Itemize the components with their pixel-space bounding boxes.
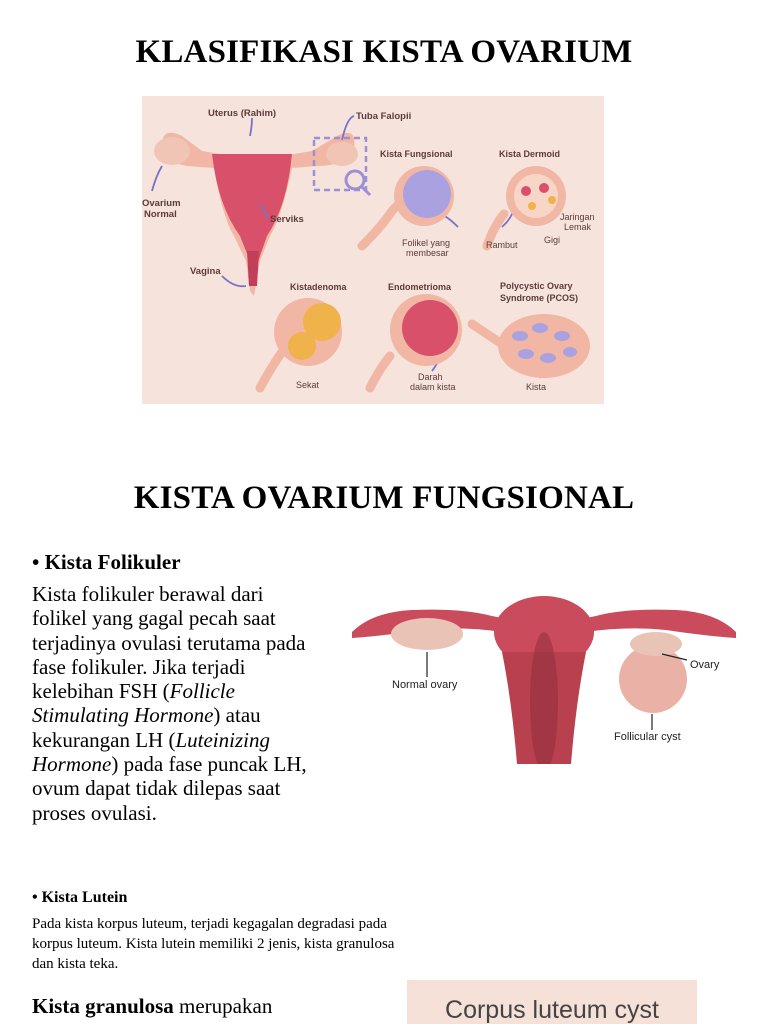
ovary-label: Ovary	[690, 659, 720, 671]
lutein-paragraph	[32, 914, 492, 974]
folikuler-line: folikel yang gagal pecah saat	[32, 606, 276, 631]
fungsional-title: Kista Fungsional	[380, 149, 453, 159]
jaringan-label-1: Jaringan	[560, 212, 595, 222]
pcos-title-1: Polycystic Ovary	[500, 281, 573, 291]
text-run: kekurangan LH (	[32, 727, 176, 752]
tuba-label: Tuba Falopii	[356, 111, 412, 122]
folikuler-line	[32, 728, 352, 752]
dermoid-title: Kista Dermoid	[499, 149, 561, 159]
italic-term: Luteinizing	[175, 727, 270, 752]
folikuler-line: ovum dapat tidak dilepas saat	[32, 776, 281, 801]
sekat-label: Sekat	[296, 380, 320, 390]
folikuler-paragraph	[32, 582, 352, 825]
granulosa-paragraph	[32, 994, 272, 1018]
follicular-cyst-figure	[352, 582, 736, 764]
pcos-title-2: Syndrome (PCOS)	[500, 293, 579, 303]
corpus-luteum-title: Corpus luteum cyst	[445, 996, 659, 1024]
folikuler-line: terjadinya ovulasi terutama pada	[32, 630, 306, 655]
normal-ovary-shape	[154, 137, 190, 165]
rambut-label: Rambut	[486, 240, 518, 250]
jaringan-label-2: Lemak	[564, 222, 592, 232]
darah-label-2: dalam kista	[410, 382, 456, 392]
folikuler-line	[32, 679, 352, 703]
classification-figure	[142, 96, 604, 404]
endometrioma-title: Endometrioma	[388, 282, 452, 292]
folikuler-line: Kista folikuler berawal dari	[32, 582, 264, 606]
follicular-cyst-illustration	[352, 582, 736, 764]
lutein-line: dan kista teka.	[32, 956, 119, 972]
granulosa-text: merupakan	[173, 994, 273, 1018]
serviks-label: Serviks	[270, 214, 304, 225]
folikuler-line	[32, 703, 352, 727]
enlarged-follicle	[403, 170, 451, 218]
folikuler-line	[32, 752, 352, 776]
lutein-line: korpus luteum. Kista lutein memiliki 2 jenis, kista granulosa	[32, 936, 395, 952]
folikel-label-1: Folikel yang	[402, 238, 451, 248]
darah-label-1: Darah	[418, 372, 443, 382]
lutein-heading: • Kista Lutein	[32, 889, 128, 906]
granulosa-term: Kista granulosa	[32, 994, 174, 1018]
gigi-label: Gigi	[544, 235, 561, 245]
folikel-label-2: membesar	[406, 248, 449, 258]
vagina-label: Vagina	[190, 266, 221, 277]
ovarium-normal-label-1: Ovarium	[142, 198, 181, 209]
folikuler-heading: • Kista Folikuler	[32, 550, 181, 574]
text-run: ) pada fase puncak LH,	[111, 752, 307, 777]
folikuler-line: fase folikuler. Jika terjadi	[32, 654, 246, 679]
italic-term: Hormone	[32, 752, 112, 777]
normal-ovary-shape	[391, 618, 463, 650]
kista-label: Kista	[526, 382, 547, 392]
lutein-line: Pada kista korpus luteum, terjadi kegagalan degradasi pada	[32, 916, 387, 932]
page-title: KLASIFIKASI KISTA OVARIUM	[135, 34, 633, 70]
corpus-luteum-figure	[407, 980, 697, 1024]
pcos-ovary	[498, 314, 590, 378]
text-run: ) atau	[213, 703, 261, 728]
ovarium-normal-label-2: Normal	[144, 209, 177, 220]
italic-term: Stimulating Hormone	[32, 703, 214, 728]
uterus-label: Uterus (Rahim)	[208, 108, 277, 119]
italic-term: Follicle	[169, 679, 235, 704]
text-run: kelebihan FSH (	[32, 679, 170, 704]
classification-illustration	[142, 96, 604, 404]
normal-ovary-label: Normal ovary	[392, 679, 458, 691]
folikuler-line: proses ovulasi.	[32, 800, 157, 825]
follicular-cyst-label: Follicular cyst	[614, 731, 681, 743]
kistadenoma-title: Kistadenoma	[290, 282, 347, 292]
section-title: KISTA OVARIUM FUNGSIONAL	[133, 480, 635, 516]
